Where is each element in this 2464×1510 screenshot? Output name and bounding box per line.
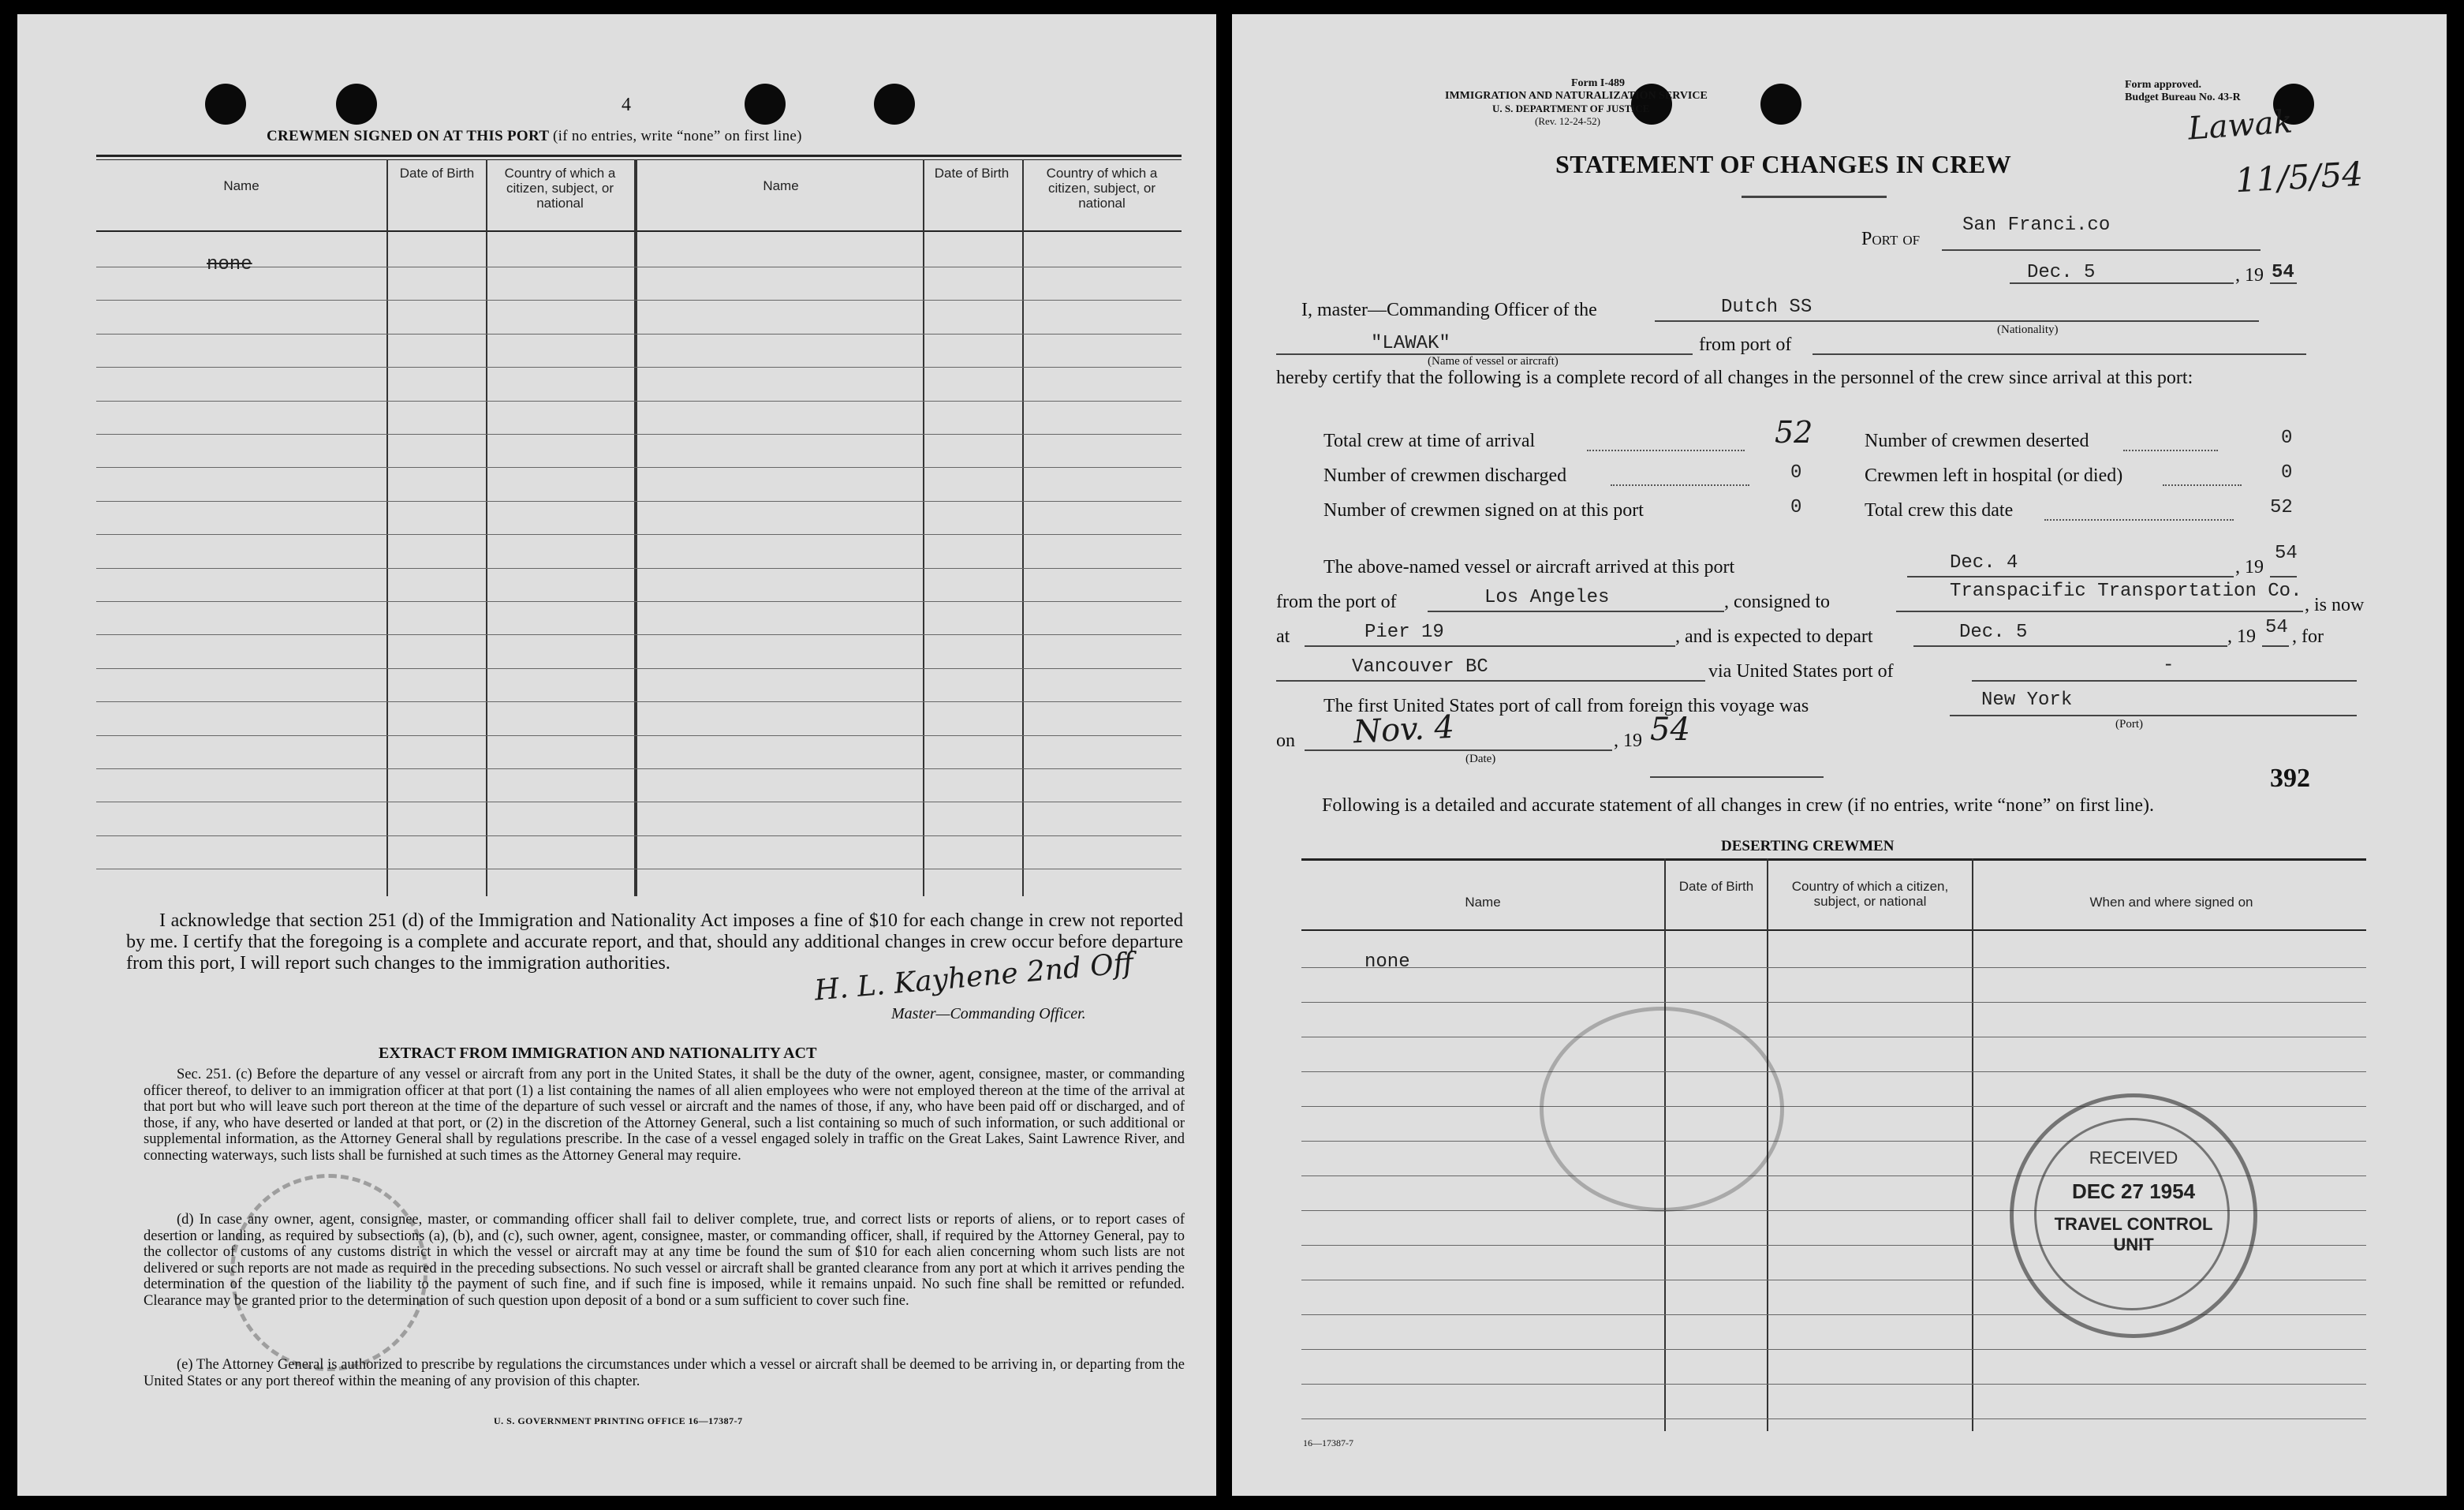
faded-stamp	[1540, 1007, 1784, 1212]
destination-value: Vancouver BC	[1352, 656, 1488, 678]
footer-number: 16—17387-7	[1303, 1437, 1353, 1448]
via-value: -	[2163, 655, 2175, 676]
table-rule	[1301, 967, 2366, 968]
table-rule	[1301, 1349, 2366, 1350]
signature-caption: Master—Commanding Officer.	[891, 1005, 1086, 1022]
column-header: When and where signed on	[2089, 895, 2253, 910]
column-header: Country of which a citizen, subject, or national	[1046, 166, 1158, 211]
table-rule	[96, 634, 1182, 635]
table-rule	[96, 768, 1182, 769]
punch-hole	[745, 84, 786, 125]
from-port-text: from the port of	[1276, 592, 1397, 612]
depart-date: Dec. 5	[1959, 622, 2028, 643]
table-rule	[96, 568, 1182, 569]
deserting-entry: none	[1365, 951, 1410, 973]
table-rule	[96, 434, 1182, 435]
depart-text: , and is expected to depart	[1675, 626, 1873, 647]
stat-label: Crewmen left in hospital (or died)	[1865, 465, 2123, 486]
approval-line: Form approved.	[2125, 79, 2201, 91]
stamp-line: TRAVEL CONTROL	[2054, 1214, 2213, 1234]
table-rule	[96, 300, 1182, 301]
date-value: Dec. 5	[2027, 262, 2096, 283]
section-251-c: Sec. 251. (c) Before the departure of any vessel or aircraft from any port in the United States, it shall be the duty of the owner, agent, consignee, master, or commanding officer thereof, to deliver to an immigration officer at that port (1) a list containing the names of all alien employees who were not employed thereon at the time of the arrival at that port but who will leave such port thereon at the time of the departure of such vessel or aircraft and the names of those, if any, who have been paid off or discharged, and of those, if any, who have deserted or landed at that port, or (2) in the discretion of the Attorney General, such a list containing so much of such information, or such additional or supplemental information, as the Attorney General shall by regulations prescribe. In the case of a vessel engaged solely in traffic on the Great Lakes, Saint Lawrence River, and connecting waterways, such lists shall be furnished at such times as the Attorney General may require.	[144, 1067, 1185, 1164]
table-rule	[1301, 1071, 2366, 1072]
nationality-value: Dutch SS	[1721, 297, 1813, 318]
master-text: I, master—Commanding Officer of the	[1301, 300, 1597, 320]
on-value: Nov. 4	[1352, 708, 1455, 751]
column-header: Name	[223, 178, 259, 193]
acknowledgement: I acknowledge that section 251 (d) of the Immigration and Nationality Act imposes a fine of $10 for each change in crew not reported by me. I certify that the foregoing is a complete and accurate report, and that, should any additional changes in crew occur before departure from this port, I will report such changes to the immigration authorities.	[126, 910, 1183, 974]
stat-label: Number of crewmen deserted	[1865, 431, 2089, 451]
punch-hole	[205, 84, 246, 125]
year-value: 54	[2272, 262, 2294, 283]
table-rule	[96, 367, 1182, 368]
following-text: Following is a detailed and accurate statement of all changes in crew (if no entries, write “none” on first line).	[1322, 795, 2154, 816]
column-header: Date of Birth	[399, 166, 475, 181]
first-call-text: The first United States port of call from foreign this voyage was	[1323, 696, 1809, 716]
arrived-year: 54	[2275, 543, 2298, 564]
table-rule	[96, 668, 1182, 669]
vessel-caption: (Name of vessel or aircraft)	[1428, 355, 1559, 368]
on-year: 54	[1650, 712, 1690, 748]
stat-value: 52	[2270, 497, 2293, 518]
table-rule	[1301, 1106, 2366, 1107]
column-header: Date of Birth	[1678, 879, 1754, 894]
stat-value: 0	[2281, 428, 2293, 449]
received-stamp	[2010, 1093, 2257, 1338]
port-label: Port of	[1861, 229, 1921, 249]
vessel-value: "LAWAK"	[1371, 333, 1450, 354]
stamp-line: DEC 27 1954	[2071, 1179, 2196, 1203]
on-caption: (Date)	[1465, 753, 1496, 765]
table-rule	[96, 701, 1182, 702]
is-now: , is now	[2305, 595, 2365, 615]
at-text: at	[1276, 626, 1290, 647]
right-page: Form I-489 IMMIGRATION AND NATURALIZATION SERVICE U. S. DEPARTMENT OF JUSTICE (Rev. 12-24-52) Form approved. Budget Bureau No. 43-R Lawak 11/5/54 STATEMENT OF CHANGES IN CREW Port of San Franci.co Dec. 5 , 19 54 I, master—Commanding Officer of the Dutch SS (Nationality) "LAWAK" (Name of vessel or aircraft) from port of hereby certify that the following is a complete record of all changes in the personnel of the crew since arrival at this port: Total crew at time of arrival 52 Number of crewmen deserted 0 Number of crewmen discharged 0 Crewmen left in hospital (or died) 0 Number of crewmen signed on at this port 0 Total crew this date 52 The above-named vessel or aircraft arrived at this port Dec. 4 , 19 54 from the port of Los Angeles , consigned to Transpacific Transportation Co. , is now at Pier 19 , and is expected to depart Dec. 5 , 19 54 , for Vancouver BC via United States port of - The first United States port of call from foreign this voyage was New York (Port) on Nov. 4 (Date) , 19 54 392 Following is a detailed and accurate statement of all changes in crew (if no entries, write “none” on first line). DESERTING CREWMEN Name Date of Birth Country of which a citizen, subject, or national When and where signed on none RECEIVED DEC 27 1954 TRAVEL CONTROL UNIT 16—17387-7	[1232, 14, 2447, 1496]
stat-label: Total crew at time of arrival	[1323, 431, 1536, 451]
table-rule	[96, 835, 1182, 836]
consigned-text: , consigned to	[1724, 592, 1830, 612]
table-rule	[96, 467, 1182, 468]
on-text: on	[1276, 731, 1295, 751]
punch-hole	[874, 84, 915, 125]
table-rule	[96, 735, 1182, 736]
crewmen-signed-on-table	[96, 155, 1182, 896]
printer-line: U. S. GOVERNMENT PRINTING OFFICE 16—17387-7	[494, 1415, 743, 1426]
page-number: 4	[622, 95, 631, 115]
at-value: Pier 19	[1365, 622, 1444, 643]
from-port-value: Los Angeles	[1484, 587, 1610, 608]
handwritten-name: Lawak	[2186, 103, 2294, 148]
deserting-title: DESERTING CREWMEN	[1721, 838, 1895, 854]
table-rule	[1301, 1418, 2366, 1419]
stat-value: 0	[1790, 497, 1802, 518]
table-rule	[1301, 1384, 2366, 1385]
section-note: (if no entries, write “none” on first line)	[553, 128, 802, 144]
left-page	[17, 14, 1216, 1496]
year-prefix: , 19	[2235, 265, 2264, 286]
table-rule	[1301, 1002, 2366, 1003]
column-header: Date of Birth	[934, 166, 1010, 181]
stat-label: Number of crewmen discharged	[1323, 465, 1567, 486]
nationality-caption: (Nationality)	[1997, 323, 2059, 336]
extract-title: EXTRACT FROM IMMIGRATION AND NATIONALITY ACT	[379, 1045, 817, 1062]
stat-value: 52	[1775, 415, 1813, 450]
arrived-date: Dec. 4	[1950, 552, 2018, 574]
table-rule	[96, 534, 1182, 535]
approval-line: Budget Bureau No. 43-R	[2125, 92, 2241, 103]
stamp-line: RECEIVED	[2089, 1148, 2178, 1168]
stat-label: Number of crewmen signed on at this port	[1323, 500, 1644, 521]
table-rule	[96, 501, 1182, 502]
stamp-partial	[230, 1174, 427, 1371]
column-header: Country of which a citizen, subject, or national	[504, 166, 616, 211]
port-value: San Franci.co	[1962, 215, 2111, 236]
stamp-line: UNIT	[2113, 1235, 2154, 1254]
section-title-text: CREWMEN SIGNED ON AT THIS PORT	[267, 128, 549, 144]
stat-label: Total crew this date	[1865, 500, 2014, 521]
via-text: via United States port of	[1708, 661, 1894, 682]
agency-line: U. S. DEPARTMENT OF JUSTICE	[1492, 103, 1650, 114]
consigned-value: Transpacific Transportation Co.	[1950, 581, 2302, 602]
column-header: Name	[1465, 895, 1501, 910]
column-header: Country of which a citizen, subject, or national	[1791, 879, 1949, 909]
table-rule	[96, 601, 1182, 602]
section-251-e: (e) The Attorney General is authorized to prescribe by regulations the circumstances under which a vessel or aircraft shall be deemed to be arriving in, or departing from the United States or any port thereof within the meaning of any provision of this chapter.	[144, 1357, 1185, 1389]
table-rule	[96, 334, 1182, 335]
stat-value: 0	[2281, 462, 2293, 484]
section-title	[267, 128, 802, 145]
first-call-value: New York	[1981, 690, 2073, 711]
revision: (Rev. 12-24-52)	[1535, 115, 1600, 127]
handwritten-date: 11/5/54	[2234, 154, 2365, 200]
form-title: STATEMENT OF CHANGES IN CREW	[1555, 150, 2012, 178]
for-text: , for	[2292, 626, 2324, 647]
punch-hole	[336, 84, 377, 125]
table-rule	[96, 401, 1182, 402]
punch-hole	[1760, 84, 1801, 125]
signature: H. L. Kayhene 2nd Off	[812, 947, 1135, 1007]
from-port-label: from port of	[1699, 335, 1792, 355]
agency-line: IMMIGRATION AND NATURALIZATION SERVICE	[1445, 90, 1708, 102]
section-251-d: (d) In case any owner, agent, consignee, master, or commanding officer shall fail to deliver complete, true, and correct lists or reports of aliens, or to report cases of desertion or landing, as required by subsections (a), (b), and (c), such owner, agent, consignee, master, or commanding officer, shall, if required by the Attorney General, pay to the collector of customs of any customs district in which the vessel or aircraft may at any time be found the sum of $10 for each alien concerning whom such lists are not delivered or such reports are not made as required in the preceding subsections. No such vessel or aircraft shall be granted clearance from any port at which it arrives pending the determination of the question of the liability to the payment of such fine, and if such fine is imposed, while it remains unpaid. No such fine shall be remitted or refunded. Clearance may be granted prior to the determination of such question upon deposit of a bond or a sum sufficient to cover such fine.	[144, 1212, 1185, 1309]
arrived-text: The above-named vessel or aircraft arrived at this port	[1323, 557, 1735, 577]
column-header: Name	[763, 178, 799, 193]
port-caption: (Port)	[2115, 718, 2143, 731]
first-entry: none	[207, 254, 252, 275]
reference-number: 392	[2270, 764, 2310, 793]
form-number: Form I-489	[1571, 77, 1626, 89]
certify-text: hereby certify that the following is a complete record of all changes in the personnel of the crew since arrival at this port:	[1276, 368, 2193, 388]
stat-value: 0	[1790, 462, 1802, 484]
depart-year: 54	[2265, 617, 2288, 638]
